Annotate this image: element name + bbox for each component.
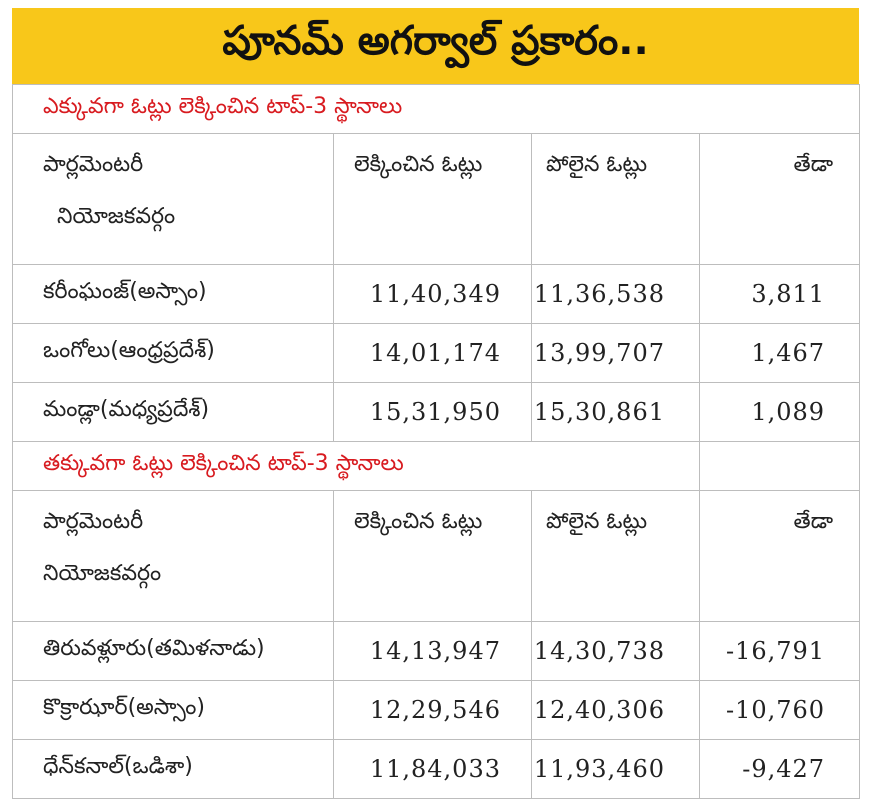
section-heading-high: ఎక్కువగా ఓట్లు లెక్కించిన టాప్-3 స్థానాలు (13, 85, 860, 134)
constituency-name: కొక్రాఝార్(అస్సాం) (13, 681, 334, 740)
counted-votes: 11,40,349 (334, 265, 532, 324)
header-difference: తేడా (700, 134, 860, 265)
vote-difference: -10,760 (700, 681, 860, 740)
vote-difference: -9,427 (700, 740, 860, 799)
polled-votes: 12,40,306 (532, 681, 700, 740)
constituency-name: ధేన్‌కనాల్(ఒడిశా) (13, 740, 334, 799)
header-constituency-line2: నియోజకవర్గం (43, 561, 162, 586)
section-heading-low: తక్కువగా ఓట్లు లెక్కించిన టాప్-3 స్థానాలు (13, 442, 700, 491)
header-constituency (13, 134, 334, 265)
header-constituency-line1: పార్లమెంటరీ (43, 152, 144, 177)
table-header-row (13, 134, 860, 265)
counted-votes: 11,84,033 (334, 740, 532, 799)
polled-votes: 14,30,738 (532, 622, 700, 681)
infographic-table (12, 8, 859, 789)
constituency-name: కరీంఘంజ్(అస్సాం) (13, 265, 334, 324)
empty-cell (700, 442, 860, 491)
header-constituency-line2: నియోజకవర్గం (57, 204, 176, 229)
polled-votes: 11,93,460 (532, 740, 700, 799)
header-constituency (13, 491, 334, 622)
section-heading-row (13, 442, 860, 491)
vote-difference: 3,811 (700, 265, 860, 324)
header-counted-votes: లెక్కించిన ఓట్లు (334, 491, 532, 622)
header-counted-votes: లెక్కించిన ఓట్లు (334, 134, 532, 265)
counted-votes: 14,01,174 (334, 324, 532, 383)
header-difference: తేడా (700, 491, 860, 622)
constituency-name: మండ్లా(మధ్యప్రదేశ్) (13, 383, 334, 442)
vote-difference: -16,791 (700, 622, 860, 681)
header-constituency-line1: పార్లమెంటరీ (43, 509, 144, 534)
table-row (13, 265, 860, 324)
counted-votes: 14,13,947 (334, 622, 532, 681)
counted-votes: 15,31,950 (334, 383, 532, 442)
vote-count-table (12, 84, 860, 799)
vote-difference: 1,467 (700, 324, 860, 383)
counted-votes: 12,29,546 (334, 681, 532, 740)
table-header-row (13, 491, 860, 622)
vote-difference: 1,089 (700, 383, 860, 442)
polled-votes: 13,99,707 (532, 324, 700, 383)
table-row (13, 324, 860, 383)
header-polled-votes: పోలైన ఓట్లు (532, 491, 700, 622)
section-heading-row (13, 85, 860, 134)
constituency-name: ఒంగోలు(ఆంధ్రప్రదేశ్) (13, 324, 334, 383)
polled-votes: 15,30,861 (532, 383, 700, 442)
table-row (13, 740, 860, 799)
table-row (13, 622, 860, 681)
table-row (13, 681, 860, 740)
polled-votes: 11,36,538 (532, 265, 700, 324)
table-row (13, 383, 860, 442)
constituency-name: తిరువళ్లూరు(తమిళనాడు) (13, 622, 334, 681)
page-title: పూనమ్ అగర్వాల్ ప్రకారం.. (12, 8, 859, 84)
header-polled-votes: పోలైన ఓట్లు (532, 134, 700, 265)
